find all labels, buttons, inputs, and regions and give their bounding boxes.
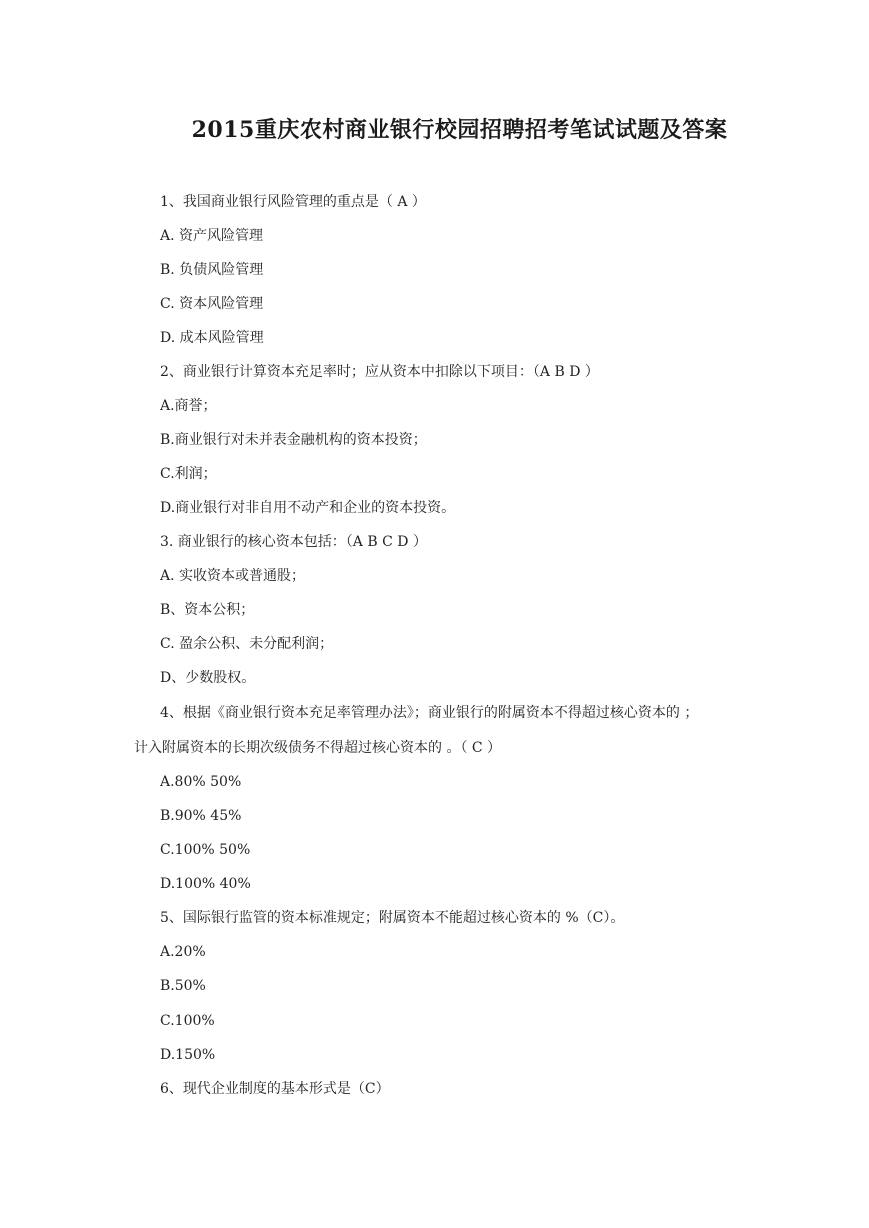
q4-option-c: C.100% 50%	[160, 842, 251, 858]
q2-option-a: A.商誉；	[160, 398, 217, 414]
q2-option-d: D.商业银行对非自用不动产和企业的资本投资。	[160, 500, 456, 516]
question-4-continued: 计入附属资本的长期次级债务不得超过核心资本的 。（ C ）	[134, 740, 502, 756]
question-1: 1、我国商业银行风险管理的重点是（ A ）	[160, 194, 426, 210]
q4-option-d: D.100% 40%	[160, 876, 251, 892]
q3-option-b: B、资本公积；	[160, 602, 255, 618]
q5-option-c: C.100%	[160, 1013, 215, 1029]
q5-option-a: A.20%	[160, 944, 206, 960]
q1-option-b: B. 负债风险管理	[160, 262, 264, 278]
q2-option-b: B.商业银行对未并表金融机构的资本投资；	[160, 432, 427, 448]
q1-option-d: D. 成本风险管理	[160, 330, 264, 346]
q5-option-b: B.50%	[160, 978, 206, 994]
document-title: 2015重庆农村商业银行校园招聘招考笔试试题及答案	[191, 117, 728, 143]
question-4: 4、根据《商业银行资本充足率管理办法》；商业银行的附属资本不得超过核心资本的 ；	[160, 705, 699, 721]
question-5: 5、国际银行监管的资本标准规定；附属资本不能超过核心资本的 %（C）。	[160, 910, 625, 926]
q5-option-d: D.150%	[160, 1047, 216, 1063]
q3-option-c: C. 盈余公积、未分配利润；	[160, 636, 334, 652]
question-2: 2、商业银行计算资本充足率时；应从资本中扣除以下项目：（A B D ）	[160, 364, 599, 380]
q4-option-b: B.90% 45%	[160, 808, 242, 824]
q1-option-a: A. 资产风险管理	[160, 228, 264, 244]
q4-option-a: A.80% 50%	[160, 774, 242, 790]
q1-option-c: C. 资本风险管理	[160, 296, 264, 312]
question-3: 3. 商业银行的核心资本包括：（A B C D ）	[160, 534, 427, 550]
question-6: 6、现代企业制度的基本形式是（C）	[160, 1081, 390, 1097]
q3-option-d: D、少数股权。	[160, 670, 256, 686]
q3-option-a: A. 实收资本或普通股；	[160, 568, 306, 584]
q2-option-c: C.利润；	[160, 466, 217, 482]
